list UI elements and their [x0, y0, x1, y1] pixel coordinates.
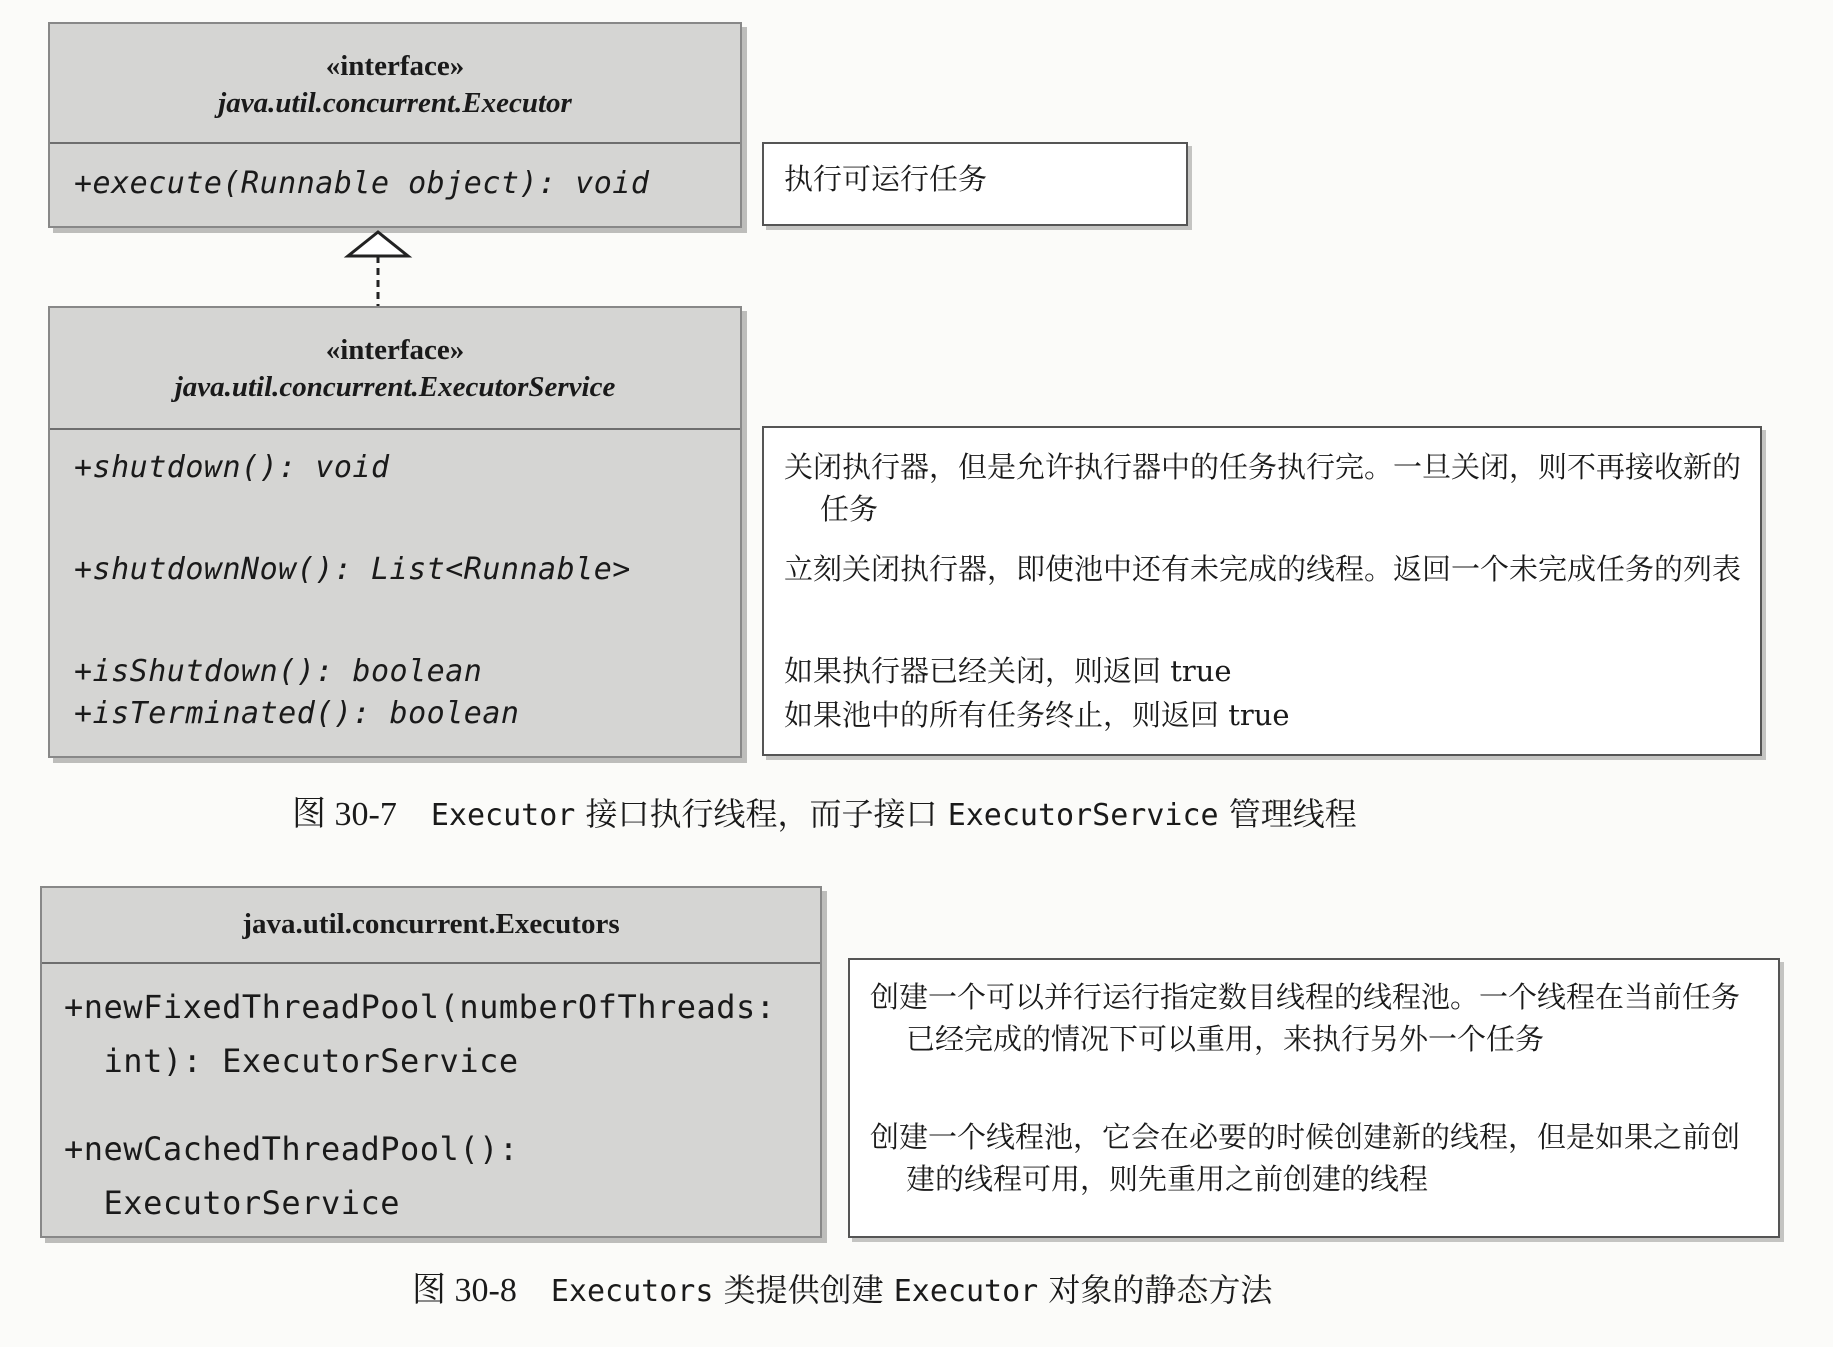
figure-30-8-code-executor: Executor	[893, 1274, 1039, 1309]
figure-30-8-code-executors: Executors	[550, 1274, 714, 1309]
executor-service-class-name: java.util.concurrent.ExecutorService	[174, 371, 616, 403]
executor-method-execute: +execute(Runnable object): void	[74, 166, 650, 201]
note-is-shutdown: 如果执行器已经关闭，则返回 true	[784, 654, 1232, 688]
figure-30-7-code-executor: Executor	[430, 798, 576, 833]
executor-service-notes	[762, 426, 1762, 756]
executors-class-header	[42, 888, 820, 964]
executors-class-name: java.util.concurrent.Executors	[242, 908, 620, 940]
executor-service-stereotype: «interface»	[325, 334, 465, 366]
executors-notes	[848, 958, 1780, 1238]
executor-note-text: 执行可运行任务	[784, 162, 988, 196]
method-new-cached-thread-pool: +newCachedThreadPool(): ExecutorService	[64, 1130, 519, 1222]
figure-30-8-number: 图 30-8	[412, 1272, 517, 1309]
figure-30-8-text-mid: 类提供创建	[713, 1271, 894, 1309]
method-is-terminated: +isTerminated(): boolean	[74, 696, 520, 731]
figure-30-7-caption	[292, 794, 1357, 836]
realization-arrowhead	[348, 232, 408, 256]
executor-service-header	[50, 308, 740, 430]
note-new-cached-thread-pool: 创建一个线程池，它会在必要的时候创建新的线程，但是如果之前创建的线程可用，则先重用之前创建的线程	[870, 1120, 1741, 1196]
note-shutdown: 关闭执行器，但是允许执行器中的任务执行完。一旦关闭，则不再接收新的任务	[784, 450, 1742, 526]
executor-class-name: java.util.concurrent.Executor	[218, 87, 572, 119]
executor-stereotype: «interface»	[325, 50, 465, 82]
executor-service-interface-box	[48, 306, 742, 758]
executors-class-box	[40, 886, 822, 1238]
figure-30-7-number: 图 30-7	[292, 796, 397, 833]
figure-30-7-text-post: 管理线程	[1218, 795, 1357, 833]
method-shutdown: +shutdown(): void	[74, 450, 390, 485]
method-new-fixed-thread-pool: +newFixedThreadPool(numberOfThreads: int): ExecutorService	[64, 988, 776, 1080]
method-is-shutdown: +isShutdown(): boolean	[74, 654, 483, 689]
figure-30-7-text-mid: 接口执行线程，而子接口	[575, 795, 948, 833]
method-shutdown-now: +shutdownNow(): List<Runnable>	[74, 552, 631, 587]
figure-30-8-caption	[412, 1270, 1272, 1312]
note-shutdown-now: 立刻关闭执行器，即使池中还有未完成的线程。返回一个未完成任务的列表	[784, 552, 1742, 586]
note-is-terminated: 如果池中的所有任务终止，则返回 true	[784, 698, 1290, 732]
figure-30-8-text-post: 对象的静态方法	[1038, 1271, 1273, 1309]
note-new-fixed-thread-pool: 创建一个可以并行运行指定数目线程的线程池。一个线程在当前任务已经完成的情况下可以重用，来执行另外一个任务	[870, 980, 1741, 1056]
figure-30-7-code-executor-service: ExecutorService	[947, 798, 1219, 833]
